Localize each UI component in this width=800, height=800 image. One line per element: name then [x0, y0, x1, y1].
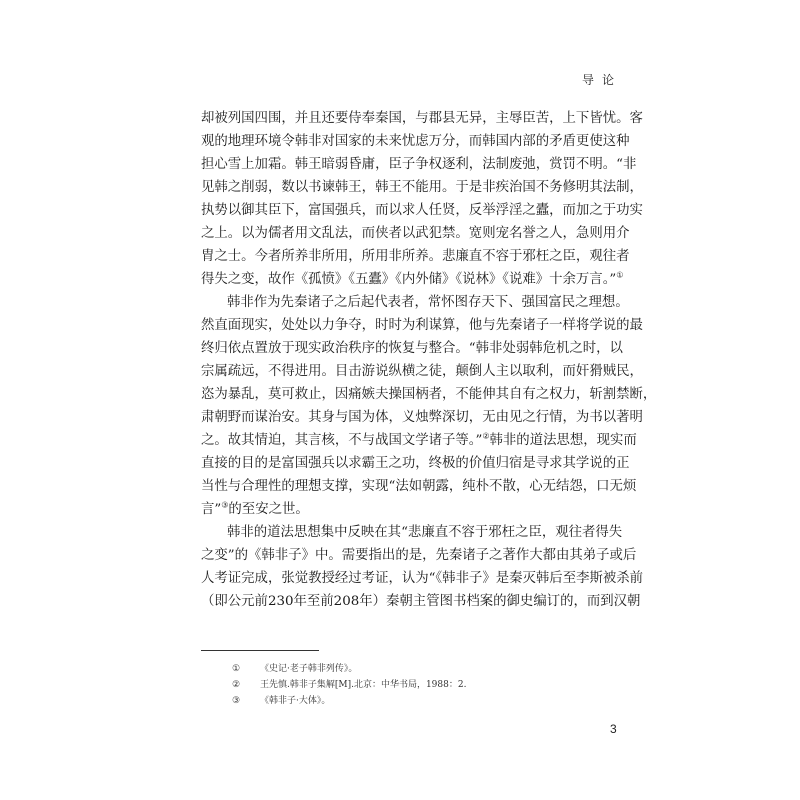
- body-line: 恣为暴乱，莫可救止，因痛嫉夫操国柄者，不能伸其自有之权力，斩割禁断，: [201, 387, 657, 402]
- footnote-text: 王先慎.韩非子集解[M].北京：中华书局，1988：2.: [260, 680, 467, 690]
- body-line: 人考证完成，张觉教授经过考证，认为“《韩非子》是秦灭韩后至李斯被杀前: [201, 571, 644, 586]
- body-line: [201, 498, 599, 521]
- body-line: 终归依点置放于现实政治秩序的恢复与整合。“韩非处弱韩危机之时，以: [201, 341, 623, 356]
- footnote-number: ①: [232, 664, 241, 674]
- body-line: 之上。以为儒者用文乱法，而侠者以武犯禁。宽则宠名誉之人，急则用介: [201, 226, 630, 241]
- body-line-text: 言”: [201, 502, 222, 517]
- body-line-text: 得失之变，故作《孤愤》《五蠹》《内外储》《说林》《说难》十余万言。”: [201, 272, 617, 287]
- page-number: 3: [610, 722, 617, 736]
- footnote-number: ③: [232, 696, 241, 706]
- body-line: 肃朝野而谋治安。其身与国为体，义烛弊深切，无由见之行情，为书以著明: [201, 410, 643, 425]
- body-line: [201, 429, 637, 452]
- footnote-number: ②: [232, 680, 241, 690]
- body-text: [201, 107, 657, 613]
- note-mark: ②: [482, 431, 490, 441]
- note-mark: ③: [221, 500, 229, 510]
- body-line: 宗属疏远，不得进用。目击游说纵横之徒，颠倒人主以取利，而奸猾贼民，: [201, 364, 643, 379]
- footnote-text: 《韩非子·大体》。: [260, 696, 331, 706]
- body-line-text: 韩非的道法思想，现实而: [489, 433, 637, 448]
- body-line: 观的地理环境令韩非对国家的未来忧虑万分，而韩国内部的矛盾更使这种: [201, 134, 630, 149]
- footnote-rule: [201, 650, 319, 651]
- body-line: （即公元前230年至前208年）秦朝主管图书档案的御史编订的，而到汉朝: [201, 594, 641, 609]
- body-line: 韩非作为先秦诸子之后起代表者，常怀图存天下、强国富民之理想。: [227, 295, 629, 310]
- body-line: 韩非的道法思想集中反映在其“悲廉直不容于邪枉之臣，观往者得失: [227, 525, 623, 540]
- footnote-text: 《史记·老子韩非列传》。: [260, 664, 358, 674]
- body-line: 当性与合理性的理想支撑，实现“法如朝露，纯朴不散，心无结怨，口无烦: [201, 479, 637, 494]
- body-line: 担心雪上加霜。韩王暗弱昏庸，臣子争权逐利，法制废弛，赏罚不明。“非: [201, 157, 637, 172]
- body-line-text: 的至安之世。: [228, 502, 309, 517]
- body-line: 然直面现实，处处以力争夺，时时为利谋算，他与先秦诸子一样将学说的最: [201, 318, 643, 333]
- running-head: 导论: [582, 73, 623, 87]
- body-line: 直接的目的是富国强兵以求霸王之功，终极的价值归宿是寻求其学说的正: [201, 456, 630, 471]
- body-line-text: 之。故其情迫，其言核，不与战国文学诸子等。”: [201, 433, 483, 448]
- body-line: 却被列国四围，并且还要侍奉秦国，与郡县无异，主辱臣苦，上下皆忧。客: [201, 111, 643, 126]
- body-line: [201, 268, 624, 291]
- body-line: 胄之士。今者所养非所用，所用非所养。悲廉直不容于邪枉之臣，观往者: [201, 249, 630, 264]
- body-line: 之变”的《韩非子》中。需要指出的是，先秦诸子之著作大都由其弟子或后: [201, 548, 637, 563]
- body-line: 见韩之削弱，数以书谏韩王，韩王不能用。于是非疾治国不务修明其法制，: [201, 180, 643, 195]
- body-line: 执势以御其臣下，富国强兵，而以求人任贤，反举浮淫之蠹，而加之于功实: [201, 203, 643, 218]
- note-mark: ①: [616, 270, 624, 280]
